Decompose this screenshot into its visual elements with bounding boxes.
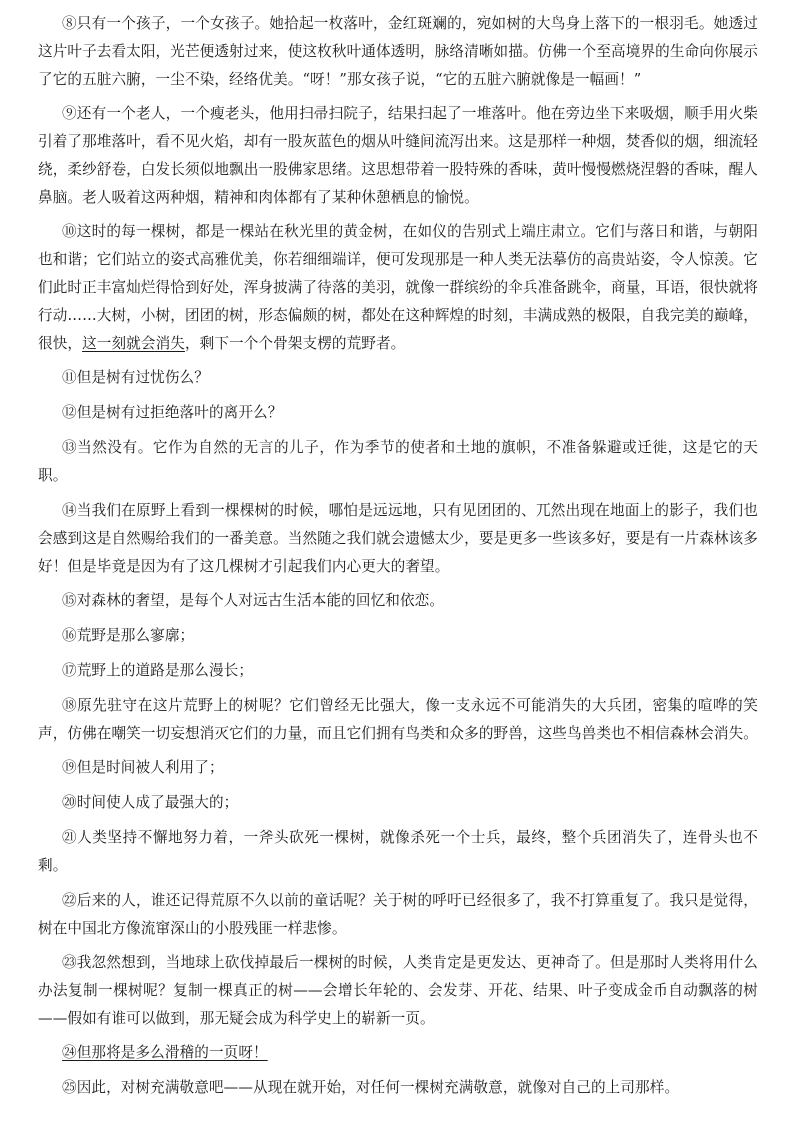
paragraph-14: ⑭当我们在原野上看到一棵棵树的时候，哪怕是远远地，只有见团团的、兀然出现在地面上的影子，我们也会感到这是自然赐给我们的一番美意。当然随之我们就会遗憾太少，要是更多一些该多好，要是有一片森林该多好！但是毕竟是因为有了这几棵树才引起我们内心更大的奢望。 [38,502,758,575]
paragraph-22: ㉒后来的人，谁还记得荒原不久以前的童话呢？关于树的呼吁已经很多了，我不打算重复了。我只是觉得，树在中国北方像流窜深山的小股残匪一样悲惨。 [38,892,758,937]
paragraph-17: ⑰荒野上的道路是那么漫长； [62,662,254,679]
paragraph-15: ⑮对森林的奢望，是每个人对远古生活本能的回忆和依恋。 [62,592,445,609]
paragraph-10 [38,218,758,358]
paragraph-13: ⑬当然没有。它作为自然的无言的儿子，作为季节的使者和土地的旗帜，不准备躲避或迁徙，这是它的天职。 [38,439,758,484]
paragraph-11: ⑪但是树有过忧伤么？ [62,369,209,386]
paragraph-19: ⑲但是时间被人利用了； [62,759,224,776]
paragraph-24 [38,1039,758,1067]
paragraph-20: ⑳时间使人成了最强大的； [62,794,239,811]
paragraph-23: ㉓我忽然想到，当地球上砍伐掉最后一棵树的时候，人类肯定是更发达、更神奇了。但是那时人类将用什么办法复制一棵树呢？复制一棵真正的树——会增长年轮的、会发芽、开花、结果、叶子变成金币自动飘落的树——假如有谁可以做到，那无疑会成为科学史上的崭新一页。 [38,954,758,1027]
paragraph-25: ㉕因此，对树充满敬意吧——从现在就开始，对任何一棵树充满敬意，就像对自己的上司那样。 [62,1079,680,1096]
paragraph-8: ⑧只有一个孩子，一个女孩子。她拾起一枚落叶，金红斑斓的，宛如树的大鸟身上落下的一根羽毛。她透过这片叶子去看太阳，光芒便透射过来，使这枚秋叶通体透明，脉络清晰如描。仿佛一个至高境界的生命向你展示了它的五脏六腑，一尘不染，经络优美。“呀！”那女孩子说，“它的五脏六腑就像是一幅画！” [38,15,758,88]
paragraph-16: ⑯荒野是那么寥廓； [62,627,195,644]
paragraph-12: ⑫但是树有过拒绝落叶的离开么？ [62,404,283,421]
paragraph-10-text-a: ⑩这时的每一棵树，都是一棵站在秋光里的黄金树，在如仪的告别式上端庄肃立。它们与落日和谐，与朝阳也和谐；它们站立的姿式高雅优美，你若细细端详，便可发现那是一种人类无法摹仿的高贵站姿，令人惊羡。它们此时正丰富灿烂得恰到好处，浑身披满了待落的美羽，就像一群缤纷的伞兵准备跳伞，商量，耳语，很快就将行动……大树，小树，团团的树，形态偏颇的树，都处在这种辉煌的时刻，丰满成熟的极限，自我完美的巅峰，很快， [38,223,758,352]
paragraph-10-text-b: ，剩下一个个骨架支楞的荒野者。 [184,335,406,352]
underlined-phrase: 这一刻就会消失 [82,335,185,352]
paragraph-9: ⑨还有一个老人，一个瘦老头，他用扫帚扫院子，结果扫起了一堆落叶。他在旁边坐下来吸烟，顺手用火柴引着了那堆落叶，看不见火焰，却有一股灰蓝色的烟从叶缝间流泻出来。这是那样一种烟，焚香似的烟，细流轻绕，柔纱舒卷，白发长须似地飘出一股佛家思绪。这思想带着一股特殊的香味，黄叶慢慢燃烧涅磐的香味，醒人鼻脑。老人吸着这两种烟，精神和肉体都有了某种休憩栖息的愉悦。 [38,105,758,206]
paragraph-21: ㉑人类坚持不懈地努力着，一斧头砍死一棵树，就像杀死一个士兵，最终，整个兵团消失了，连骨头也不剩。 [38,829,758,874]
underlined-sentence: ㉔但那将是多么滑稽的一页呀！ [62,1044,268,1061]
paragraph-18: ⑱原先驻守在这片荒野上的树呢？它们曾经无比强大，像一支永远不可能消失的大兵团，密集的喧哗的笑声，仿佛在嘲笑一切妄想消灭它们的力量，而且它们拥有鸟类和众多的野兽，这些鸟兽类也不相信森林会消失。 [38,697,758,742]
